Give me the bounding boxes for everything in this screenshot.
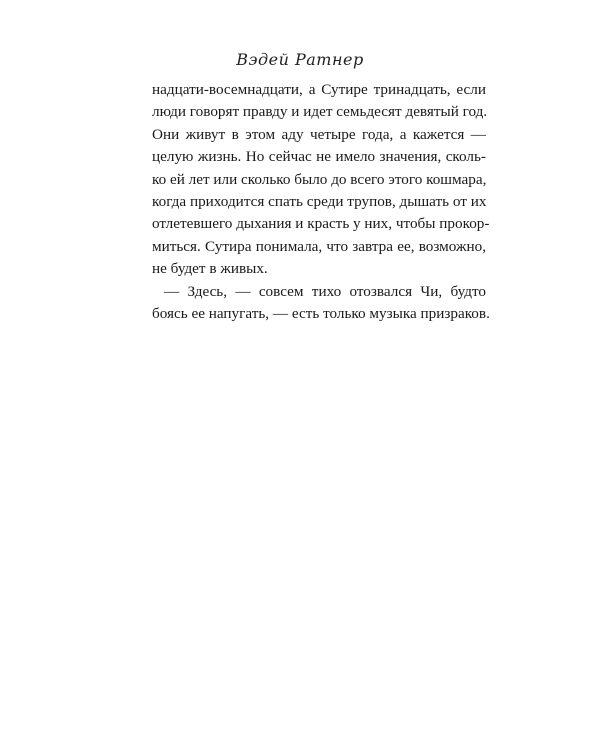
text-line: когда приходится спать среди трупов, дышать от их [152, 193, 487, 211]
text-line: боясь ее напугать, — есть только музыка призраков. [152, 305, 490, 323]
text-line: ко ей лет или сколько было до всего этого кошмара, [152, 170, 487, 188]
text-line: целую жизнь. Но сейчас не имело значения, сколь- [152, 148, 486, 166]
text-line: — Здесь, — совсем тихо отозвался Чи, будто [164, 282, 486, 300]
text-line: миться. Сутира понимала, что завтра ее, возможно, [152, 237, 486, 255]
text-line: отлетевшего дыхания и красть у них, чтобы прокор- [152, 215, 490, 233]
running-head: Вэдей Ратнер [236, 50, 364, 69]
text-line: люди говорят правду и идет семьдесят девятый год. [152, 103, 488, 121]
text-line: надцати-восемнадцати, а Сутире тринадцать, если [152, 81, 486, 98]
text-line: Они живут в этом аду четыре года, а кажется — [152, 125, 486, 143]
text-line: не будет в живых. [152, 260, 268, 278]
body-text [152, 79, 490, 325]
